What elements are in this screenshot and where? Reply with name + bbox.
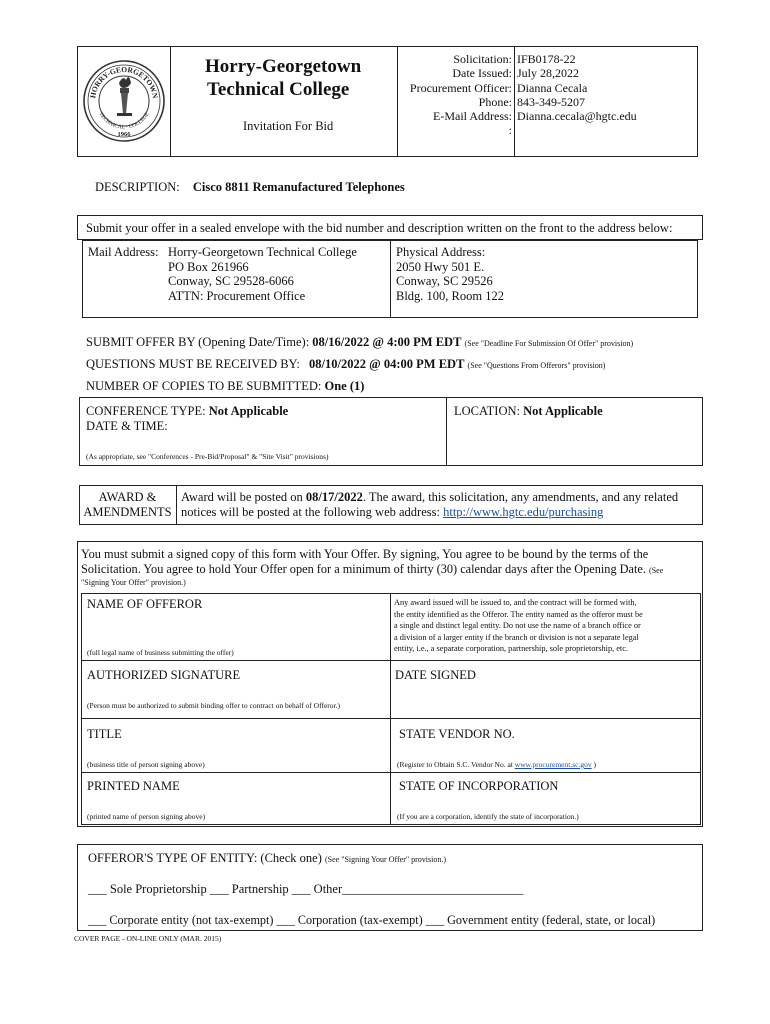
submit-deadline-note: (See "Deadline For Submission Of Offer" provision) [464,339,634,348]
questions-deadline [86,357,605,372]
state-vendor-no-label: STATE VENDOR NO. [399,727,515,741]
college-name [205,55,361,101]
footer-note: COVER PAGE - ON-LINE ONLY (MAR. 2015) [74,934,222,943]
phone-value: 843-349-5207 [517,94,585,109]
college-name-line1: Horry-Georgetown [205,56,362,77]
row-divider [81,718,701,719]
solicitation-label: Solicitation: [453,52,512,66]
procurement-link[interactable]: www.procurement.sc.gov [514,760,592,769]
award-notice [394,597,700,655]
seal-top-text: HORRY-GEORGETOWN [88,64,160,99]
phone-label: Phone: [478,94,512,109]
mail-line: ATTN: Procurement Office [168,289,306,304]
award-label [79,490,176,520]
physical-line: Bldg. 100, Room 122 [396,289,504,304]
submit-instructions: Submit your offer in a sealed envelope with the bid number and description written on the front to the address below: [86,221,673,235]
award-notice-line: the entity identified as the Offeror. The entity named as the offeror must be [394,609,643,619]
award-notice-line: entity, i.e., a separate corporation, partnership, sole proprietorship, etc. [394,644,628,654]
physical-line: 2050 Hwy 501 E. [396,259,485,274]
submit-deadline [86,335,633,350]
college-name-line2: Technical College [207,79,350,100]
date-issued-value: July 28,2022 [517,66,580,81]
signing-table-divider [390,593,391,825]
copies-value: One (1) [324,379,365,393]
award-date: 08/17/2022 [305,490,363,504]
description-value: Cisco 8811 Remanufactured Telephones [192,180,405,194]
vendor-note-post: ) [591,760,596,769]
offeror-name-note: (full legal name of business submitting the offer) [87,648,234,657]
mail-address [168,245,357,304]
header-field-values [517,52,697,123]
vendor-note-pre: (Register to Obtain S.C. Vendor No. at [397,760,515,769]
signing-intro-line2: Solicitation. You agree to hold Your Offer open for a minimum of thirty (30) calendar days after the Opening Date. [81,562,646,576]
entity-type-label: OFFEROR'S TYPE OF ENTITY: (Check one) [88,851,322,865]
award-notice-line: Any award issued will be issued to, and the contract will be formed with, [394,598,637,607]
printed-name-note: (printed name of person signing above) [87,812,206,821]
location-value: Not Applicable [523,404,603,418]
award-line2: notices will be posted at the following web address: [181,505,444,519]
description-label: DESCRIPTION: [95,180,180,194]
date-issued-label: Date Issued: [452,66,512,81]
state-incorporation-label: STATE OF INCORPORATION [399,779,559,793]
signing-intro-note2: "Signing Your Offer" provision.) [81,578,186,587]
mail-line: PO Box 261966 [168,259,249,274]
conference-type-value: Not Applicable [208,404,289,418]
award-text-post: . The award, this solicitation, any amendments, and any related [362,490,679,504]
header-divider-1 [170,46,171,157]
printed-name-label: PRINTED NAME [87,779,180,793]
physical-line: Conway, SC 29526 [396,274,493,289]
authorized-signature-label: AUTHORIZED SIGNATURE [87,668,241,682]
state-vendor-no-note [397,760,596,769]
signing-intro-note1: (See [649,566,664,575]
email-label: E-Mail Address: [433,109,512,124]
address-divider [390,240,391,318]
row-divider [81,772,701,773]
conference-note: (As appropriate, see "Conferences - Pre-Bid/Proposal" & "Site Visit" provisions) [86,452,329,461]
entity-type-header [88,851,446,866]
copies-row [86,379,364,394]
signing-intro-line1: You must submit a signed copy of this form with Your Offer. By signing, You agree to be bound by the terms of the [81,547,649,561]
doc-type: Invitation For Bid [243,119,334,133]
college-seal [79,50,169,150]
offeror-name-label: NAME OF OFFEROR [87,597,203,611]
blank-label: : [508,123,512,138]
award-label-line2: AMENDMENTS [83,505,172,519]
mail-line: Conway, SC 29528-6066 [168,274,294,289]
award-label-line1: AWARD & [98,490,157,504]
award-text [181,490,678,520]
state-incorporation-note: (If you are a corporation, identify the state of incorporation.) [397,812,579,821]
copies-label: NUMBER OF COPIES TO BE SUBMITTED: [86,379,322,393]
conference-datetime-label: DATE & TIME: [86,419,168,433]
purchasing-link[interactable]: http://www.hgtc.edu/purchasing [443,505,604,519]
award-text-pre: Award will be posted on [181,490,306,504]
title-note: (business title of person signing above) [87,760,205,769]
entity-type-note: (See "Signing Your Offer" provision.) [324,855,447,864]
location [454,404,603,419]
title-label: TITLE [87,727,122,741]
mail-line: Horry-Georgetown Technical College [168,245,357,259]
seal-year: 1966 [117,131,131,138]
award-notice-line: a division of a larger entity if the branch or division is not a separate legal [394,632,639,642]
conference-divider [446,397,447,466]
questions-deadline-value: 08/10/2022 @ 04:00 PM EDT [309,357,465,371]
questions-deadline-label: QUESTIONS MUST BE RECEIVED BY: [86,357,300,371]
entity-type-options-1[interactable]: ___ Sole Proprietorship ___ Partnership ___ Other_____________________________ [88,882,524,896]
conference-type-label: CONFERENCE TYPE: [86,404,206,418]
submit-deadline-label: SUBMIT OFFER BY (Opening Date/Time): [86,335,310,349]
submit-deadline-value: 08/16/2022 @ 4:00 PM EDT [312,335,462,349]
physical-address-label: Physical Address: [396,245,486,259]
conference-type [86,404,288,419]
award-divider [176,485,177,525]
award-notice-line: a single and distinct legal entity. Do not use the name of a branch office or [394,621,641,631]
header-field-labels [399,52,512,138]
seal-bottom-text: TECHNICAL · COLLEGE [97,111,151,131]
email-value: Dianna.cecala@hgtc.edu [517,109,637,124]
solicitation-value: IFB0178-22 [517,52,576,66]
entity-type-options-2[interactable]: ___ Corporate entity (not tax-exempt) ___ Corporation (tax-exempt) ___ Government entity (federal, state, or local) [88,913,656,927]
date-signed-label: DATE SIGNED [395,668,476,682]
description-row [95,180,405,195]
signing-intro [81,547,663,588]
mail-address-label: Mail Address: [88,245,159,259]
physical-address [396,245,504,304]
location-label: LOCATION: [454,404,520,418]
header-divider-2 [397,46,398,157]
row-divider [81,660,701,661]
header-divider-3 [514,46,515,157]
procurement-officer-label: Procurement Officer: [409,80,512,95]
questions-deadline-note: (See "Questions From Offerors" provision) [467,361,606,370]
procurement-officer-value: Dianna Cecala [517,80,588,95]
authorized-signature-note: (Person must be authorized to submit binding offer to contract on behalf of Offeror.) [87,701,340,710]
